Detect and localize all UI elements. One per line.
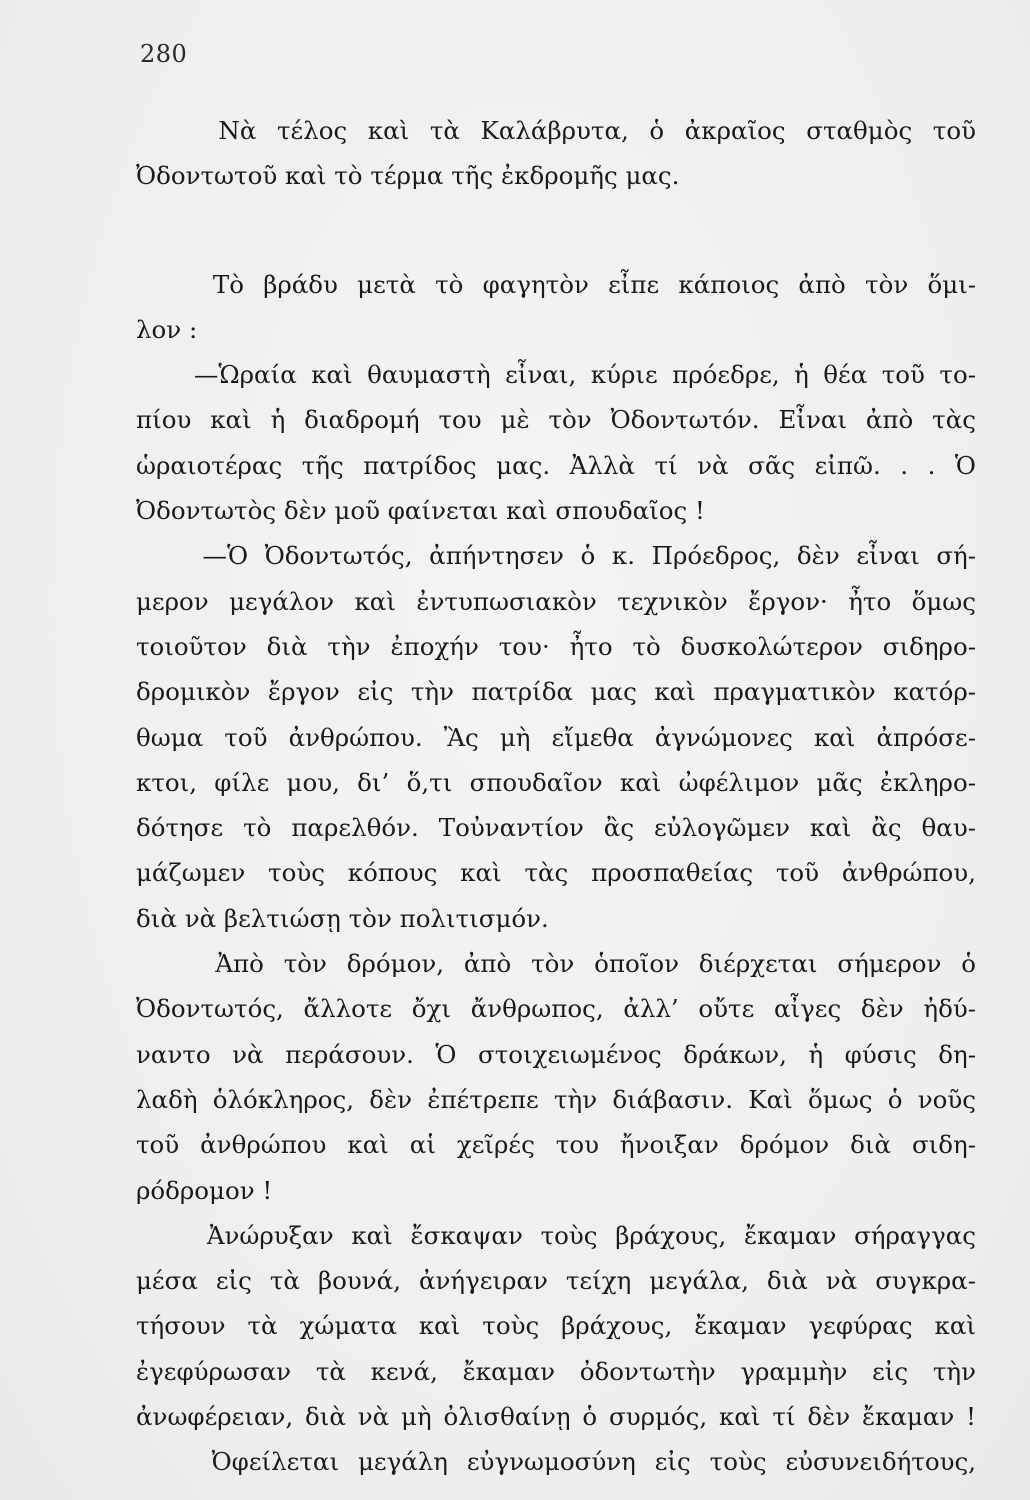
paragraph-gap: [136, 199, 976, 262]
text-line: τήσουν τὰ χώματα καὶ τοὺς βράχους, ἔκαμαν γεφύρας καὶ: [136, 1311, 976, 1341]
text-line: ναντο νὰ περάσουν. Ὁ στοιχειωμένος δράκων, ἡ φύσις δη-: [136, 1039, 976, 1069]
text-line: μερον μεγάλον καὶ ἐντυπωσιακὸν τεχνικὸν ἔργον· ἦτο ὅμως: [136, 586, 976, 616]
text-line: ἐγεφύρωσαν τὰ κενά, ἔκαμαν ὀδοντωτὴν γραμμὴν εἰς τὴν: [136, 1356, 976, 1386]
text-line: τοῦ ἀνθρώπου καὶ αἱ χεῖρές του ἤνοιξαν δρόμον διὰ σιδη-: [136, 1130, 976, 1160]
text-line: Ὀδοντωτός, ἄλλοτε ὄχι ἄνθρωπος, ἀλλ’ οὔτε αἶγες δὲν ἠδύ-: [136, 994, 976, 1024]
text-line: λαδὴ ὁλόκληρος, δὲν ἐπέτρεπε τὴν διάβασιν. Καὶ ὅμως ὁ νοῦς: [136, 1084, 976, 1114]
text-line: —Ὡραία καὶ θαυμαστὴ εἶναι, κύριε πρόεδρε, ἡ θέα τοῦ το-: [136, 360, 976, 390]
text-line: ἀνωφέρειαν, διὰ νὰ μὴ ὀλισθαίνῃ ὁ συρμός, καὶ τί δὲν ἔκαμαν !: [136, 1402, 976, 1432]
text-line: Ἀπὸ τὸν δρόμον, ἀπὸ τὸν ὁποῖον διέρχεται σήμερον ὁ: [136, 949, 976, 979]
text-line: διὰ νὰ βελτιώσῃ τὸν πολιτισμόν.: [136, 903, 549, 933]
text-line: πίου καὶ ἡ διαδρομή του μὲ τὸν Ὀδοντωτόν. Εἶναι ἀπὸ τὰς: [136, 405, 976, 435]
text-line: ρόδρομον !: [136, 1175, 273, 1205]
text-line: δρομικὸν ἔργον εἰς τὴν πατρίδα μας καὶ πραγματικὸν κατόρ-: [136, 677, 976, 707]
text-line: Ὀφείλεται μεγάλη εὐγνωμοσύνη εἰς τοὺς εὐσυνειδήτους,: [136, 1447, 976, 1477]
text-line: Ὀδοντωτὸς δὲν μοῦ φαίνεται καὶ σπουδαῖος !: [136, 496, 705, 526]
text-line: θωμα τοῦ ἀνθρώπου. Ἂς μὴ εἴμεθα ἀγνώμονες καὶ ἀπρόσε-: [136, 722, 976, 752]
text-line: Ἀνώρυξαν καὶ ἔσκαψαν τοὺς βράχους, ἔκαμαν σήραγγας: [136, 1220, 976, 1250]
body-text: [136, 108, 976, 1485]
text-line: κτοι, φίλε μου, δι’ ὅ,τι σπουδαῖον καὶ ὠφέλιμον μᾶς ἐκληρο-: [136, 767, 976, 797]
page-number: 280: [140, 40, 188, 68]
text-line: Τὸ βράδυ μετὰ τὸ φαγητὸν εἶπε κάποιος ἀπὸ τὸν ὅμι-: [136, 269, 976, 299]
text-line: τοιοῦτον διὰ τὴν ἐποχήν του· ἦτο τὸ δυσκολώτερον σιδηρο-: [136, 631, 976, 661]
text-line: δότησε τὸ παρελθόν. Τοὐναντίον ἂς εὐλογῶμεν καὶ ἂς θαυ-: [136, 813, 976, 843]
text-line: —Ὁ Ὀδοντωτός, ἀπήντησεν ὁ κ. Πρόεδρος, δὲν εἶναι σή-: [136, 541, 976, 571]
text-line: ὡραιοτέρας τῆς πατρίδος μας. Ἀλλὰ τί νὰ σᾶς εἰπῶ. . . Ὁ: [136, 450, 976, 480]
text-line: Νὰ τέλος καὶ τὰ Καλάβρυτα, ὁ ἀκραῖος σταθμὸς τοῦ: [136, 116, 976, 145]
text-line: μάζωμεν τοὺς κόπους καὶ τὰς προσπαθείας τοῦ ἀνθρώπου,: [136, 858, 976, 888]
text-line: μέσα εἰς τὰ βουνά, ἀνήγειραν τείχη μεγάλα, διὰ νὰ συγκρα-: [136, 1266, 976, 1296]
text-line: Ὀδοντωτοῦ καὶ τὸ τέρμα τῆς ἐκδρομῆς μας.: [136, 161, 680, 191]
text-line: λον :: [136, 314, 198, 344]
